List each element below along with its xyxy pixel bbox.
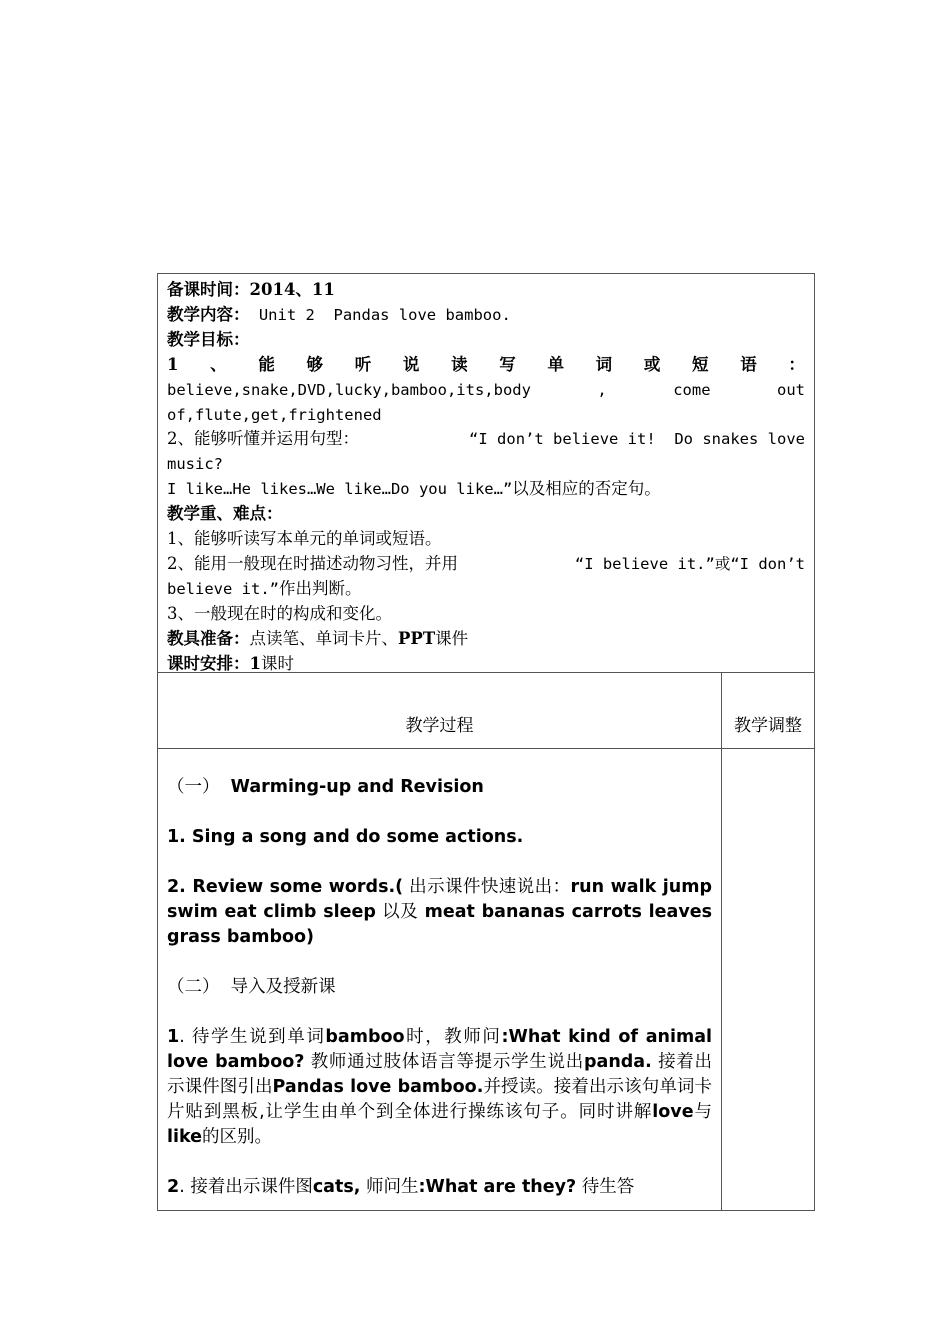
step-2-f: 待生答 — [581, 1177, 635, 1197]
process-step-2 — [167, 1175, 712, 1200]
teaching-aids-line — [167, 627, 805, 652]
step-1-m: like — [167, 1127, 203, 1147]
goal-1-line-1 — [167, 353, 805, 378]
section-1-item-2 — [167, 875, 712, 950]
step-1-i: Pandas love bamboo. — [272, 1077, 484, 1097]
step-1-j: 并授读。接着出示该句单词卡片贴到黑板,让学生由单个到全体进行操练该句子。同时讲解 — [167, 1077, 712, 1122]
goal-2-patterns: I like…He likes…We like…Do you like…” — [167, 480, 513, 499]
section-2-title: 导入及授新课 — [230, 977, 336, 997]
item-2-d: 以及 — [382, 902, 419, 922]
teaching-goals-label: 教学目标： — [167, 329, 250, 349]
goal-1-word-come: come — [673, 380, 711, 399]
goal-2-negatives: 以及相应的否定句。 — [512, 479, 661, 499]
goal-1-token: ： — [788, 354, 805, 374]
teaching-aids-suffix: 课件 — [435, 628, 469, 648]
column-divider — [721, 673, 722, 1210]
goal-2-cn: 2、能够听懂并运用句型： — [167, 429, 359, 449]
step-1-b: . 待学生说到单词 — [179, 1027, 326, 1047]
step-2-e: :What are they? — [418, 1177, 577, 1197]
teaching-process-content — [167, 775, 712, 1225]
step-1-d: 时，教师问 — [404, 1027, 502, 1047]
section-2-heading — [167, 975, 712, 1000]
column-header-adjust: 教学调整 — [734, 716, 802, 736]
key-point-3: 3、一般现在时的构成和变化。 — [167, 603, 392, 623]
goal-1-word-out: out — [776, 380, 805, 399]
teaching-content-value: Unit 2 Pandas love bamboo. — [249, 305, 511, 324]
teaching-aids-value: 点读笔、单词卡片、 — [249, 628, 398, 648]
goal-1-token: 或 — [643, 354, 661, 374]
prep-date-label: 备课时间： — [167, 280, 250, 299]
teaching-content-label: 教学内容： — [167, 304, 250, 324]
section-1-item-1: 1. Sing a song and do some actions. — [167, 827, 524, 847]
goal-2-line-3 — [167, 477, 805, 502]
teaching-aids-label: 教具准备： — [167, 628, 250, 648]
class-hours-number: 1 — [249, 653, 261, 673]
section-1-prefix: （一） — [167, 777, 220, 797]
goal-1-token: 单 — [547, 354, 564, 374]
key-point-2-line-2 — [167, 577, 805, 602]
goal-2-en: “I don’t believe it! Do snakes love — [469, 430, 805, 449]
step-2-c: cats, — [312, 1177, 361, 1197]
goal-2-line-2: music? — [167, 455, 223, 474]
goal-1-token: 语 — [740, 354, 757, 374]
step-1-c: bamboo — [325, 1027, 405, 1047]
step-1-n: 的区别。 — [202, 1127, 273, 1147]
key-point-2-cn: 2、能用一般现在时描述动物习性，并用 — [167, 553, 458, 573]
goal-1-token: 听 — [354, 354, 372, 374]
goal-1-line-3: of,flute,get,frightened — [167, 405, 382, 424]
lesson-plan-table — [157, 273, 815, 1211]
section-1-title: Warming-up and Revision — [230, 777, 484, 797]
column-header-process: 教学过程 — [405, 716, 474, 736]
key-point-1: 1、能够听读写本单元的单词或短语。 — [167, 529, 442, 549]
teaching-aids-ppt: PPT — [398, 628, 436, 648]
item-2-c: run walk jump swim eat climb sleep — [167, 877, 712, 922]
key-point-2-en: “I believe it.”或“I don’t — [574, 554, 805, 573]
goal-1-token: 够 — [306, 354, 324, 374]
step-1-k: love — [652, 1102, 694, 1122]
goal-2-line-1 — [167, 427, 805, 452]
item-2-a: 2. Review some words.( — [167, 877, 404, 897]
step-1-l: 与 — [693, 1102, 713, 1122]
key-point-2-line-1 — [167, 552, 805, 577]
key-points-label: 教学重、难点： — [167, 504, 283, 524]
lesson-info-block — [158, 274, 814, 673]
teaching-content-line — [167, 303, 805, 328]
process-step-1 — [167, 1025, 712, 1150]
goal-1-token: 、 — [210, 354, 227, 374]
goal-1-line-2 — [167, 378, 805, 403]
step-2-b: . 接着出示课件图 — [179, 1177, 313, 1197]
class-hours-unit: 课时 — [260, 653, 294, 673]
prep-date-value: 2014、11 — [249, 280, 335, 299]
goal-1-token: 写 — [499, 354, 516, 374]
section-2-prefix: （二） — [167, 977, 220, 997]
column-header-row — [158, 673, 814, 749]
goal-1-token: 词 — [595, 354, 613, 374]
goal-1-token: 能 — [258, 354, 275, 374]
step-2-num: 2 — [167, 1177, 180, 1197]
goal-1-comma: , — [597, 380, 607, 399]
step-2-d: 师问生 — [366, 1177, 419, 1197]
step-1-f: 教师通过肢体语言等提示学生说出 — [310, 1052, 584, 1072]
goal-1-words: believe,snake,DVD,lucky,bamboo,its,body — [167, 380, 531, 399]
step-1-num: 1 — [167, 1027, 180, 1047]
goal-1-token: 短 — [692, 354, 709, 374]
step-1-e: :What kind of animal love bamboo? — [167, 1027, 713, 1072]
section-1-heading — [167, 775, 712, 800]
class-hours-label: 课时安排： — [167, 653, 250, 673]
prep-date-line — [167, 278, 805, 303]
goal-1-token: 说 — [402, 354, 420, 374]
step-1-h: 接着出示课件图引出 — [167, 1052, 712, 1097]
item-2-e: meat bananas carrots leaves grass bamboo) — [167, 902, 713, 947]
item-2-b: 出示课件快速说出： — [409, 877, 571, 897]
key-point-2-en-2: believe it.” — [167, 579, 279, 598]
key-point-2-cn-2: 作出判断。 — [278, 578, 362, 598]
step-1-g: panda. — [583, 1052, 652, 1072]
goal-1-token: 1 — [167, 354, 179, 374]
goal-1-token: 读 — [451, 354, 468, 374]
